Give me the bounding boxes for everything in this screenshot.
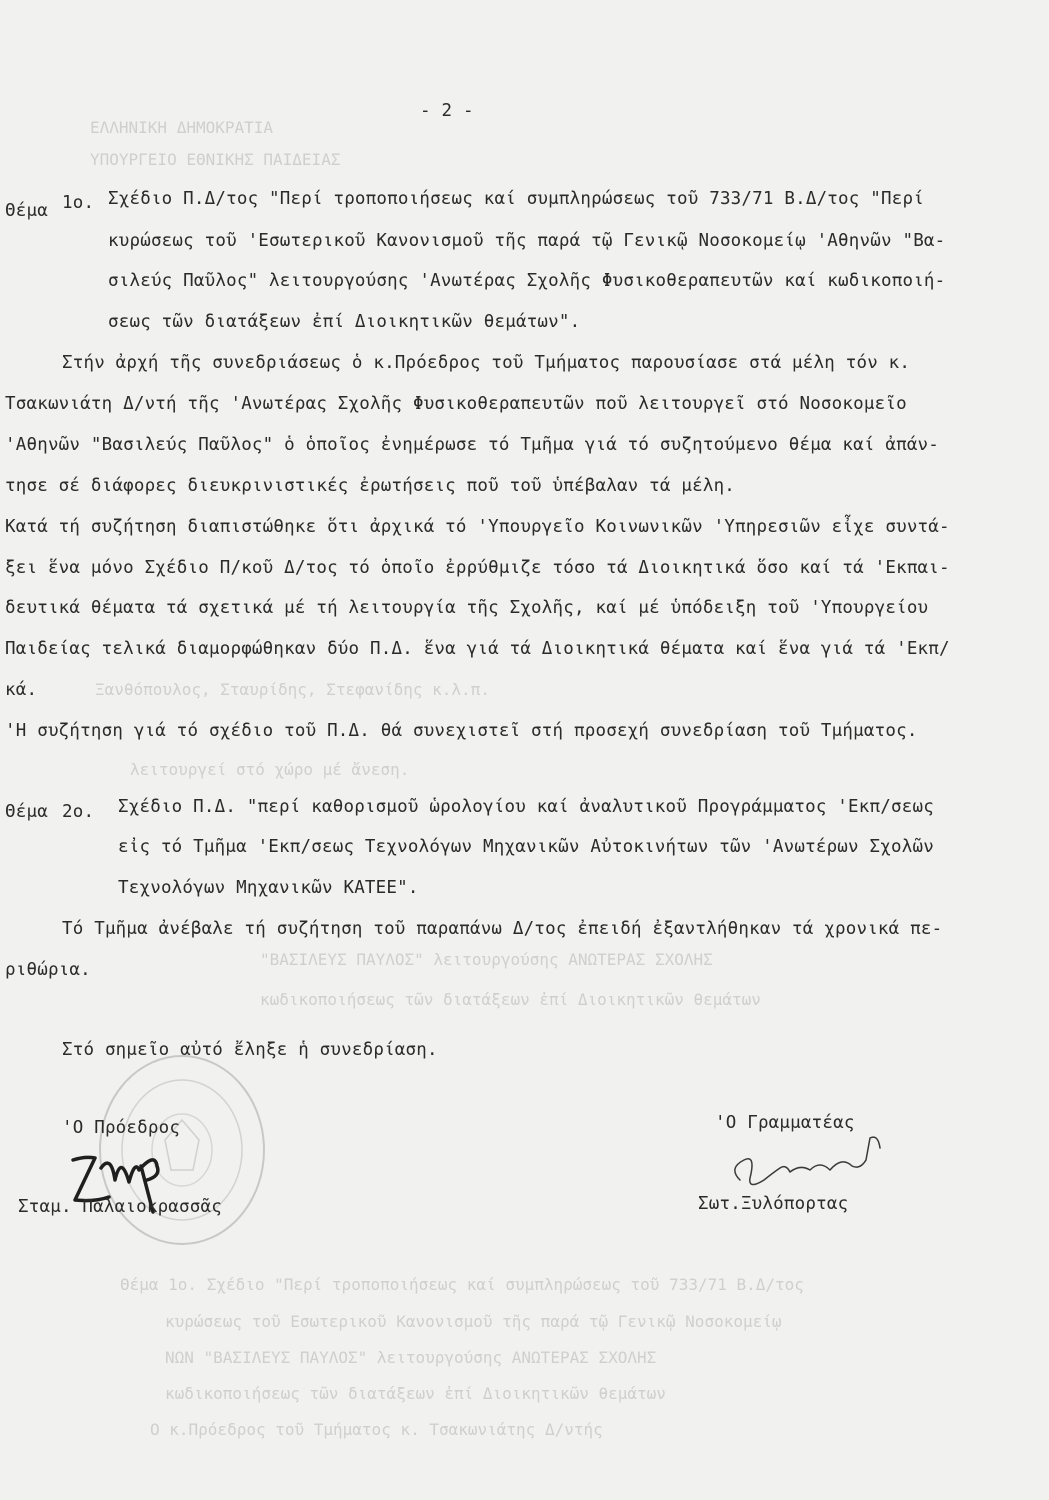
paragraph-line: δευτικά θέματα τά σχετικά μέ τή λειτουργία τῆς Σχολῆς, καί μέ ὑπόδειξη τοῦ 'Υπουργείου [5, 598, 929, 618]
president-title: 'Ο Πρόεδρος [62, 1118, 181, 1138]
topic-2-line: Σχέδιο Π.Δ. "περί καθορισμοῦ ὡρολογίου καί ἀναλυτικοῦ Προγράμματος 'Εκπ/σεως [118, 797, 934, 817]
paragraph-line: Τό Τμῆμα ἀνέβαλε τή συζήτηση τοῦ παραπάνω Δ/τος ἐπειδή ἐξαντλήθηκαν τά χρονικά πε- [62, 919, 943, 939]
page-number: - 2 - [420, 101, 474, 121]
document-page: ΕΛΛΗΝΙΚΗ ΔΗΜΟΚΡΑΤΙΑ ΥΠΟΥΡΓΕΙΟ ΕΘΝΙΚΗΣ ΠΑΙΔΕΙΑΣ Ξανθόπουλος, Σταυρίδης, Στεφανίδης κ.λ.π. λειτουργεί στό χώρο μέ ἄνεση. "ΒΑΣΙΛΕΥΣ ΠΑΥΛΟΣ" λειτουργούσης ΑΝΩΤΕΡΑΣ ΣΧΟΛΗΣ κωδικοποιήσεως τῶν διατάξεων ἐπί Διοικητικῶν θεμάτων Θέμα 1ο. Σχέδιο "Περί τροποποιήσεως καί συμπληρώσεως τοῦ 733/71 Β.Δ/τος κυρώσεως τοῦ Εσωτερικοῦ Κανονισμοῦ τῆς παρά τῷ Γενικῷ Νοσοκομείῳ ΝΩΝ "ΒΑΣΙΛΕΥΣ ΠΑΥΛΟΣ" λειτουργούσης ΑΝΩΤΕΡΑΣ ΣΧΟΛΗΣ κωδικοποιήσεως τῶν διατάξεων ἐπί Διοικητικῶν θεμάτων Ο κ.Πρόεδρος τοῦ Τμήματος κ. Τσακωνιάτης Δ/ντής - 2 - Θέμα 1ο. Σχέδιο Π.Δ/τος "Περί τροποποιήσεως καί συμπληρώσεως τοῦ 733/71 Β.Δ/τος "Περί κυρώσεως τοῦ 'Εσωτερικοῦ Κανονισμοῦ τῆς παρά τῷ Γενικῷ Νοσοκομείῳ 'Αθηνῶν "Βα- σιλεύς Παῦλος" λειτουργούσης 'Ανωτέρας Σχολῆς Φυσικοθεραπευτῶν καί κωδικοποιή- σεως τῶν διατάξεων ἐπί Διοικητικῶν θεμάτων". Στήν ἀρχή τῆς συνεδριάσεως ὁ κ.Πρόεδρος τοῦ Τμήματος παρουσίασε στά μέλη τόν κ. Τσακωνιάτη Δ/ντή τῆς 'Ανωτέρας Σχολῆς Φυσικοθεραπευτῶν ποῦ λειτουργεῖ στό Νοσοκομεῖο 'Αθηνῶν "Βασιλεύς Παῦλος" ὁ ὁποῖος ἐνημέρωσε τό Τμῆμα γιά τό συζητούμενο θέμα καί ἀπάν- τησε σέ διάφορες διευκρινιστικές ἐρωτήσεις ποῦ τοῦ ὑπέβαλαν τά μέλη. Κατά τή συζήτηση διαπιστώθηκε ὅτι ἀρχικά τό 'Υπουργεῖο Κοινωνικῶν 'Υπηρεσιῶν εἶχε συντά- ξει ἕνα μόνο Σχέδιο Π/κοῦ Δ/τος τό ὁποῖο ἐρρύθμιζε τόσο τά Διοικητικά ὅσο καί τά 'Εκπαι- δευτικά θέματα τά σχετικά μέ τή λειτουργία τῆς Σχολῆς, καί μέ ὑπόδειξη τοῦ 'Υπουργείου Παιδείας τελικά διαμορφώθηκαν δύο Π.Δ. ἕνα γιά τά Διοικητικά θέματα καί ἕνα γιά τά 'Εκπ/ κά. 'Η συζήτηση γιά τό σχέδιο τοῦ Π.Δ. θά συνεχιστεῖ στή προσεχή συνεδρίαση τοῦ Τμήματος. Θέμα 2ο. Σχέδιο Π.Δ. "περί καθορισμοῦ ὡρολογίου καί ἀναλυτικοῦ Προγράμματος 'Εκπ/σεως εἰς τό Τμῆμα 'Εκπ/σεως Τεχνολόγων Μηχανικῶν Αὐτοκινήτων τῶν 'Ανωτέρων Σχολῶν Τεχνολόγων Μηχανικῶν ΚΑΤΕΕ". Τό Τμῆμα ἀνέβαλε τή συζήτηση τοῦ παραπάνω Δ/τος ἐπειδή ἐξαντλήθηκαν τά χρονικά πε- ριθώρια. Στό σημεῖο αὐτό ἔληξε ἡ συνεδρίαση. 'Ο Πρόεδρος Σταμ. Παλαιοκρασσᾶς 'Ο Γραμματέας Σωτ.Ξυλόπορτας [5, 101, 950, 1439]
paragraph-line: 'Η συζήτηση γιά τό σχέδιο τοῦ Π.Δ. θά συνεχιστεῖ στή προσεχή συνεδρίαση τοῦ Τμήματος. [5, 721, 918, 741]
topic-1-label: Θέμα [5, 201, 48, 221]
topic-2-label: Θέμα [5, 802, 48, 822]
paragraph-line: κά. [5, 680, 38, 700]
secretary-title: 'Ο Γραμματέας [715, 1113, 855, 1133]
paragraph-line: ριθώρια. [5, 960, 91, 980]
paragraph-line: Τσακωνιάτη Δ/ντή τῆς 'Ανωτέρας Σχολῆς Φυσικοθεραπευτῶν ποῦ λειτουργεῖ στό Νοσοκομεῖο [5, 394, 907, 414]
secretary-signature-icon [720, 1130, 895, 1200]
paragraph-line: Κατά τή συζήτηση διαπιστώθηκε ὅτι ἀρχικά τό 'Υπουργεῖο Κοινωνικῶν 'Υπηρεσιῶν εἶχε συντά- [5, 517, 950, 537]
topic-2-line: εἰς τό Τμῆμα 'Εκπ/σεως Τεχνολόγων Μηχανικῶν Αὐτοκινήτων τῶν 'Ανωτέρων Σχολῶν [118, 837, 934, 857]
topic-1-line: Σχέδιο Π.Δ/τος "Περί τροποποιήσεως καί συμπληρώσεως τοῦ 733/71 Β.Δ/τος "Περί [108, 189, 924, 209]
paragraph-line: Στήν ἀρχή τῆς συνεδριάσεως ὁ κ.Πρόεδρος τοῦ Τμήματος παρουσίασε στά μέλη τόν κ. [62, 353, 911, 373]
topic-1-line: σιλεύς Παῦλος" λειτουργούσης 'Ανωτέρας Σχολῆς Φυσικοθεραπευτῶν καί κωδικοποιή- [108, 271, 946, 291]
topic-2-line: Τεχνολόγων Μηχανικῶν ΚΑΤΕΕ". [118, 878, 419, 898]
paragraph-line: 'Αθηνῶν "Βασιλεύς Παῦλος" ὁ ὁποῖος ἐνημέρωσε τό Τμῆμα γιά τό συζητούμενο θέμα καί ἀπάν- [5, 435, 940, 455]
president-name: Σταμ. Παλαιοκρασσᾶς [18, 1197, 222, 1217]
topic-2-number: 2ο. [62, 802, 95, 822]
paragraph-line: τησε σέ διάφορες διευκρινιστικές ἐρωτήσεις ποῦ τοῦ ὑπέβαλαν τά μέλη. [5, 476, 736, 496]
topic-1-number: 1ο. [62, 193, 95, 213]
topic-1-line: σεως τῶν διατάξεων ἐπί Διοικητικῶν θεμάτων". [108, 312, 581, 332]
paragraph-line: ξει ἕνα μόνο Σχέδιο Π/κοῦ Δ/τος τό ὁποῖο ἐρρύθμιζε τόσο τά Διοικητικά ὅσο καί τά 'Εκπαι- [5, 558, 950, 578]
paragraph-line: Παιδείας τελικά διαμορφώθηκαν δύο Π.Δ. ἕνα γιά τά Διοικητικά θέματα καί ἕνα γιά τά 'Εκπ/ [5, 639, 950, 659]
topic-1-line: κυρώσεως τοῦ 'Εσωτερικοῦ Κανονισμοῦ τῆς παρά τῷ Γενικῷ Νοσοκομείῳ 'Αθηνῶν "Βα- [108, 231, 946, 251]
closing-line: Στό σημεῖο αὐτό ἔληξε ἡ συνεδρίαση. [62, 1040, 438, 1060]
secretary-name: Σωτ.Ξυλόπορτας [698, 1194, 849, 1214]
